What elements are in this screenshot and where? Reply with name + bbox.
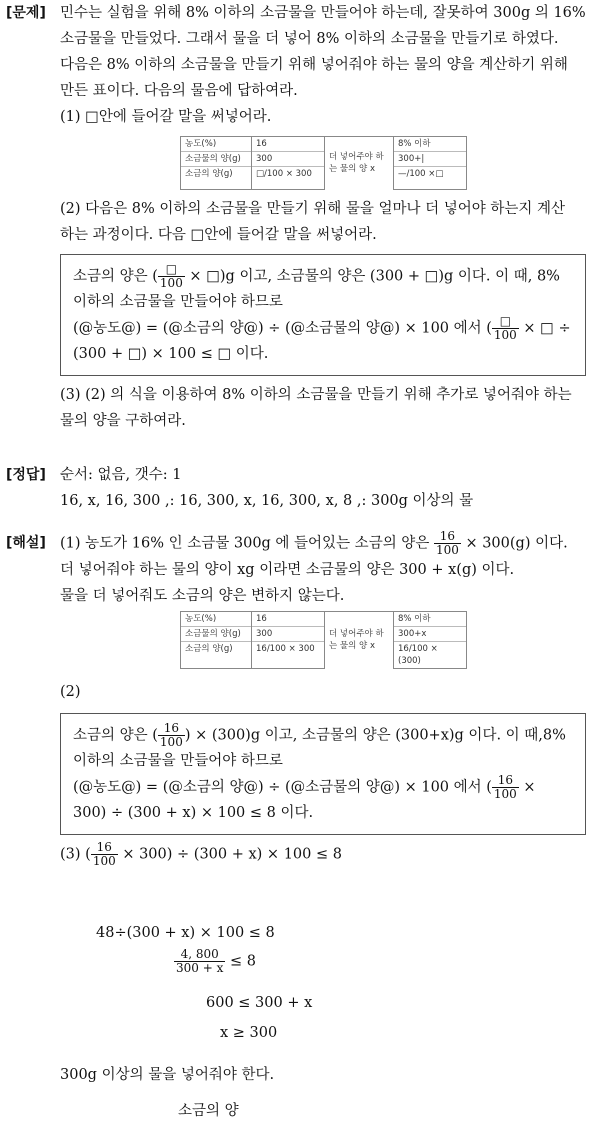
box-line-3 <box>73 315 573 342</box>
denominator: 100 <box>435 543 459 557</box>
numerator: 4, 800 <box>174 948 225 962</box>
box-line-4: 300) ÷ (300 + x) × 100 ≤ 8 이다. <box>73 805 314 821</box>
work-line-1: 48÷(300 + x) × 100 ≤ 8 <box>96 925 275 941</box>
cut-off-text: 소금의 양 <box>178 1103 239 1119</box>
denominator: 100 <box>159 735 183 749</box>
expl-text: (1) 농도가 16% 인 소금물 300g 에 들어있는 소금의 양은 <box>60 535 430 552</box>
answer-line-2: 16, x, 16, 300 ,: 16, 300, x, 16, 300, x, 8 ,: 300g 이상의 물 <box>60 493 474 509</box>
question-2-line-2: 하는 과정이다. 다음 □안에 들어갈 말을 써넣어라. <box>60 227 377 243</box>
work-line-3: 600 ≤ 300 + x <box>206 995 313 1011</box>
explanation-table <box>180 611 467 669</box>
table-cell: 소금의 양(g) <box>181 642 252 669</box>
numerator: 16 <box>434 530 461 544</box>
table-cell: 소금물의 양(g) <box>181 627 252 642</box>
explanation-line-2: 더 넣어줘야 하는 물의 양이 xg 이라면 소금물의 양은 300 + x(g) 이다. <box>60 562 515 578</box>
box-text: (@농도@) = (@소금의 양@) ÷ (@소금물의 양@) × 100 에서 ( <box>73 779 492 796</box>
box-line-3 <box>73 774 573 801</box>
fraction <box>492 315 519 342</box>
answer-body <box>60 462 586 514</box>
table-cell: 16 <box>252 137 325 152</box>
box-text: (@농도@) = (@소금의 양@) ÷ (@소금물의 양@) × 100 에서 ( <box>73 320 492 337</box>
question-3-line-1: (3) (2) 의 식을 이용하여 8% 이하의 소금물을 만들기 위해 추가로 넣어줘야 하는 <box>60 387 572 403</box>
fraction <box>158 722 185 749</box>
conclusion: 300g 이상의 물을 넣어줘야 한다. <box>60 1067 275 1083</box>
box-text: × □ ÷ <box>518 320 571 337</box>
table-cell: 300+| <box>394 152 467 167</box>
table-cell: 16 <box>252 612 325 627</box>
numerator: □ <box>158 263 185 277</box>
table-cell: 농도(%) <box>181 612 252 627</box>
table-cell: 더 넣어주야 하는 물의 양 x <box>325 612 394 669</box>
denominator: 300 + x <box>176 961 224 975</box>
box-text: × <box>518 779 536 796</box>
explanation-body <box>60 530 586 868</box>
question-2-line-1: (2) 다음은 8% 이하의 소금물을 만들기 위해 물을 얼마나 더 넣어야 하는지 계산 <box>60 201 566 217</box>
answer-tag: [정답] <box>6 467 46 483</box>
box-text: 소금의 양은 ( <box>73 268 158 285</box>
numerator: 16 <box>492 774 519 788</box>
denominator: 100 <box>493 328 517 342</box>
table-cell: —/100 ×□ <box>394 167 467 190</box>
denominator: 100 <box>92 854 116 868</box>
table-cell: 16/100 × 300 <box>252 642 325 669</box>
problem-intro-3: 다음은 8% 이하의 소금물을 만들기 위해 넣어줘야 하는 물의 양을 계산하기 위해 <box>60 57 568 73</box>
table-cell: 16/100 × (300) <box>394 642 467 669</box>
table-cell: 더 넣어주야 하는 물의 양 x <box>325 137 394 190</box>
table-cell: 소금물의 양(g) <box>181 152 252 167</box>
box-line-2: 이하의 소금물을 만들어야 하므로 <box>73 753 283 769</box>
problem-table <box>180 136 467 190</box>
problem-intro-1: 민수는 실험을 위해 8% 이하의 소금물을 만들어야 하는데, 잘못하여 300g 의 16% <box>60 5 586 21</box>
numerator: 16 <box>91 841 118 855</box>
table-cell: 8% 이하 <box>394 137 467 152</box>
box-line-4: (300 + □) × 100 ≤ □ 이다. <box>73 346 269 362</box>
numerator: □ <box>492 315 519 329</box>
table-cell: 농도(%) <box>181 137 252 152</box>
table-cell: 8% 이하 <box>394 612 467 627</box>
table-cell: 소금의 양(g) <box>181 167 252 190</box>
table-cell: 300 <box>252 627 325 642</box>
work-line-4: x ≥ 300 <box>220 1025 278 1041</box>
problem-body <box>60 0 586 434</box>
explanation-line-5 <box>60 841 586 868</box>
explanation-line-1 <box>60 530 586 557</box>
question-3-line-2: 물의 양을 구하여라. <box>60 413 186 429</box>
problem-tag: [문제] <box>6 5 46 21</box>
expl-text: (3) ( <box>60 846 91 863</box>
work-text: ≤ 8 <box>225 953 256 970</box>
numerator: 16 <box>158 722 185 736</box>
box-text: 소금의 양은 ( <box>73 727 158 744</box>
box-line-1 <box>73 722 573 749</box>
work-line-2 <box>174 948 256 975</box>
box-line-2: 이하의 소금물을 만들어야 하므로 <box>73 294 283 310</box>
explanation-line-3: 물을 더 넣어줘도 소금의 양은 변하지 않는다. <box>60 588 345 604</box>
problem-intro-4: 만든 표이다. 다음의 물음에 답하여라. <box>60 83 298 99</box>
answer-line-1: 순서: 없음, 갯수: 1 <box>60 467 182 483</box>
denominator: 100 <box>493 787 517 801</box>
denominator: 100 <box>159 276 183 290</box>
box-text: ) × (300)g 이고, 소금물의 양은 (300+x)g 이다. 이 때,8% <box>184 727 566 744</box>
table-cell: □/100 × 300 <box>252 167 325 190</box>
fraction <box>91 841 118 868</box>
explanation-box <box>60 713 586 835</box>
expl-text: × 300(g) 이다. <box>465 535 568 552</box>
table-cell: 300 <box>252 152 325 167</box>
explanation-tag: [해설] <box>6 535 46 551</box>
question-1: (1) □안에 들어갈 말을 써넣어라. <box>60 109 272 125</box>
problem-intro-2: 소금물을 만들었다. 그래서 물을 더 넣어 8% 이하의 소금물을 만들기로 하였다. <box>60 31 559 47</box>
fraction <box>158 263 185 290</box>
box-text: × □)g 이고, 소금물의 양은 (300 + □)g 이다. 이 때, 8% <box>184 268 560 285</box>
fraction <box>174 948 225 975</box>
box-line-1 <box>73 263 573 290</box>
fraction <box>434 530 461 557</box>
problem-box <box>60 254 586 376</box>
fraction <box>492 774 519 801</box>
explanation-line-4: (2) <box>60 684 81 700</box>
expl-text: × 300) ÷ (300 + x) × 100 ≤ 8 <box>117 846 342 863</box>
table-cell: 300+x <box>394 627 467 642</box>
